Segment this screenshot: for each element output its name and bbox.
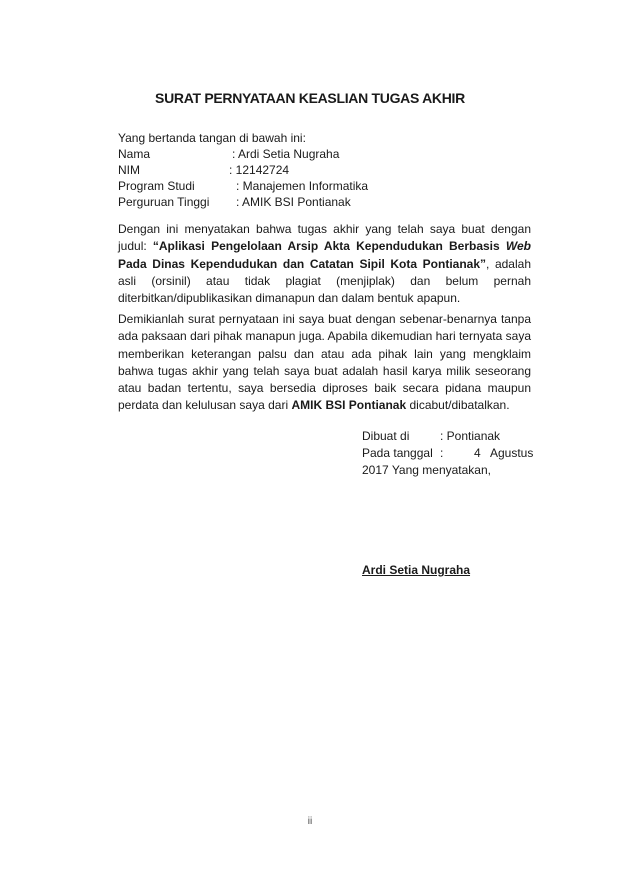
date-month: Agustus [490, 446, 534, 460]
paragraph-closing [118, 311, 531, 415]
field-value-nim: : 12142724 [229, 163, 290, 177]
thesis-title-part1: “Aplikasi Pengelolaan Arsip Akta Kependudukan Berbasis [152, 239, 506, 254]
paragraph-statement [118, 221, 531, 307]
place-label: Dibuat di [362, 429, 410, 443]
field-value-perguruan-tinggi: : AMIK BSI Pontianak [236, 195, 351, 209]
date-colon: : [440, 446, 444, 460]
field-label-nama: Nama [118, 147, 151, 161]
signatory-name: Ardi Setia Nugraha [362, 563, 471, 577]
year-line: 2017 Yang menyatakan, [362, 463, 491, 477]
intro-line: Yang bertanda tangan di bawah ini: [118, 131, 306, 145]
institution-name: AMIK BSI Pontianak [291, 398, 407, 413]
date-label: Pada tanggal [362, 446, 433, 460]
field-value-program-studi: : Manajemen Informatika [236, 179, 369, 193]
field-label-nim: NIM [118, 163, 140, 177]
paragraph-closing-after: dicabut/dibatalkan. [406, 398, 510, 413]
field-label-program-studi: Program Studi [118, 179, 195, 193]
thesis-title-web: Web [505, 239, 531, 254]
document-title: SURAT PERNYATAAN KEASLIAN TUGAS AKHIR [155, 90, 465, 106]
field-value-nama: : Ardi Setia Nugraha [232, 147, 340, 161]
page-number: ii [307, 816, 313, 827]
field-label-perguruan-tinggi: Perguruan Tinggi [118, 195, 210, 209]
date-day: 4 [474, 446, 481, 460]
thesis-title-part2: Pada Dinas Kependudukan dan Catatan Sipil Kota Pontianak” [118, 256, 487, 271]
paragraph-closing-before: Demikianlah surat pernyataan ini saya buat dengan sebenar-benarnya tanpa ada paksaan dari pihak manapun juga. Apabila dikemudian hari ternyata saya memberikan keterangan palsu dan atau ada pihak lain yang mengklaim bahwa tugas akhir yang telah saya buat adalah hasil karya milik seseorang atau badan tertentu, saya bersedia diproses baik secara pidana maupun perdata dan kelulusan saya dari [118, 312, 531, 413]
paragraph-statement-after: , adalah asli (orsinil) atau tidak plagiat (menjiplak) dan belum pernah diterbitkan/dipublikasikan dimanapun dan dalam bentuk apapun. [118, 256, 531, 306]
place-value: : Pontianak [440, 429, 501, 443]
paragraph-statement-before: Dengan ini menyatakan bahwa tugas akhir yang telah saya buat dengan judul: [118, 222, 531, 254]
